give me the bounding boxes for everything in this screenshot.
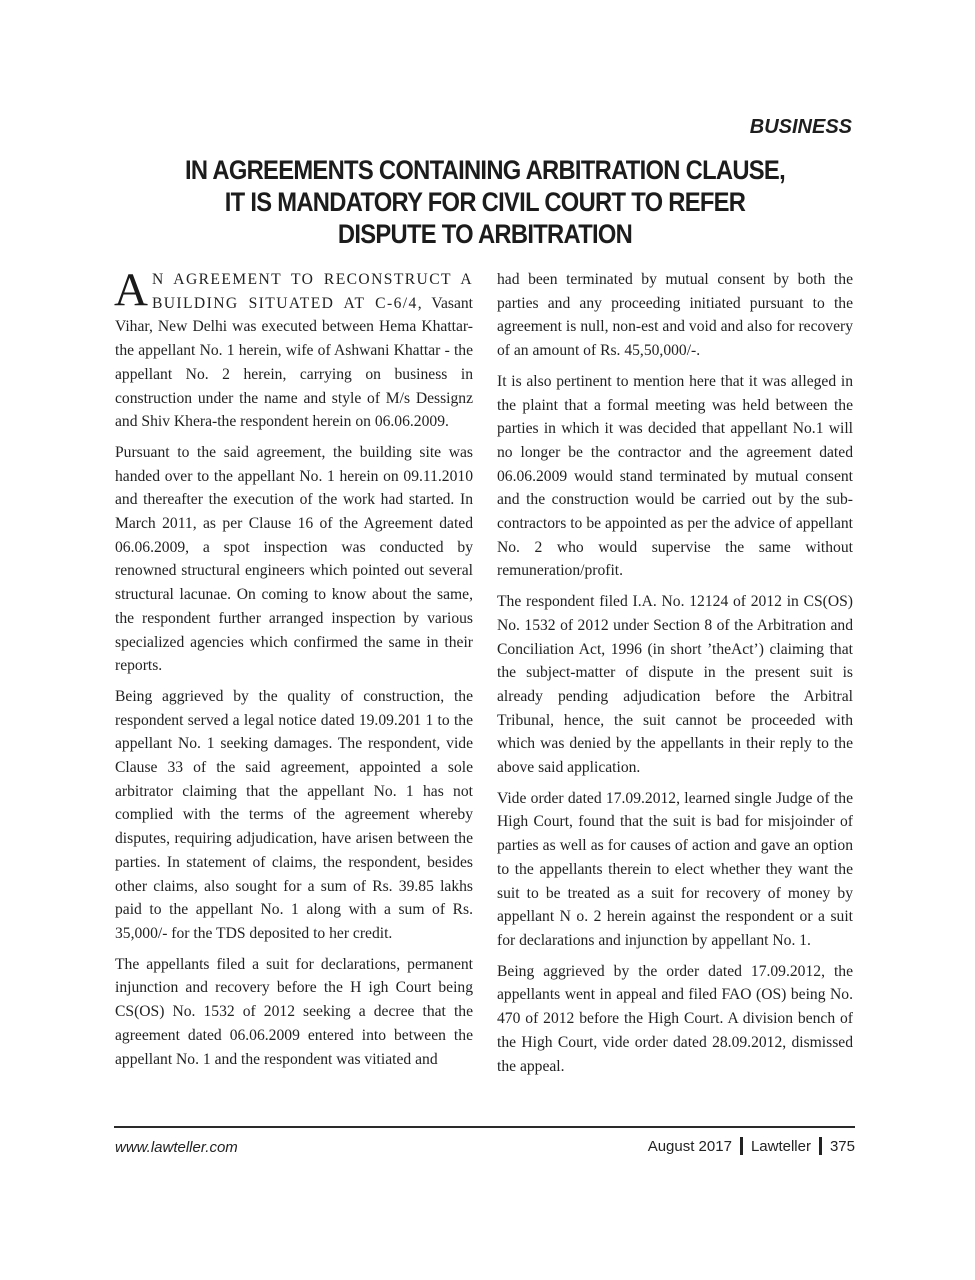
page-number: 375 — [829, 1137, 855, 1155]
paragraph-text: Vasant Vihar, New Delhi was executed between Hema Khattar-the appellant No. 1 herein, wife of Ashwani Khattar - the appellant No. 2 herein, carrying on business in construction under the name and style of M/s Dessignz and Shiv Khera-the respondent herein on 06.06.2009. — [115, 294, 473, 431]
issue-date: August 2017 — [647, 1137, 732, 1155]
paragraph: had been terminated by mutual consent by both the parties and any proceeding initiated pursuant to the agreement is null, non-est and void and also for recovery of an amount of Rs. 45,50,000/-. — [497, 271, 853, 360]
article-column-left — [114, 264, 473, 1078]
article-title — [100, 154, 870, 250]
footer-divider — [114, 1126, 855, 1128]
website-link[interactable]: www.lawteller.com — [115, 1139, 238, 1156]
paragraph: It is also pertinent to mention here that it was alleged in the plaint that a formal meeting was held between the parties in which it was decided that appellant No.1 will no longer be the contractor and the agreement dated 06.06.2009 would stand terminated by mutual consent and the construction would be carried out by the sub-contractors to be appointed as per the advice of appellant No. 2 who would supervise the same without remuneration/profit. — [497, 372, 853, 580]
article-column-right — [497, 268, 853, 1085]
paragraph: The appellants filed a suit for declarations, permanent injunction and recovery before the H igh Court being CS(OS) No. 1532 of 2012 seeking a decree that the agreement dated 06.06.2009 entered into between the appellant No. 1 and the respondent was vitiated and — [115, 955, 473, 1068]
title-line-1: IN AGREEMENTS CONTAINING ARBITRATION CLAUSE, — [185, 155, 785, 185]
title-line-2: IT IS MANDATORY FOR CIVIL COURT TO REFER — [224, 187, 746, 217]
title-line-3: DISPUTE TO ARBITRATION — [337, 219, 633, 249]
paragraph: Being aggrieved by the quality of construction, the respondent served a legal notice dated 19.09.201 1 to the appellant No. 1 seeking damages. The respondent, vide Clause 33 of the said agreement, appointed a sole arbitrator claiming that the appellant No. 1 has not complied with the terms of the agreement whereby disputes, requiring adjudication, have arisen between the parties. In statement of claims, the respondent, besides other claims, also sought for a sum of Rs. 39.85 lakhs paid to the appellant No. 1 along with a sum of Rs. 35,000/- for the TDS deposited to her credit. — [115, 687, 473, 942]
footer-separator — [819, 1137, 822, 1155]
lead-in-caps: N AGREEMENT TO RECONSTRUCT A BUILDING SITUATED AT C-6/4, — [151, 271, 473, 312]
publication-name: Lawteller — [750, 1137, 811, 1155]
paragraph: Vide order dated 17.09.2012, learned single Judge of the High Court, found that the suit is bad for misjoinder of parties as well as for causes of action and gave an option to the appellants therein to elect whether they want the suit to be treated as a suit for recovery of money by appellant N o. 2 herein against the respondent or a suit for declarations and injunction by appellant No. 1. — [497, 789, 853, 949]
paragraph: Pursuant to the said agreement, the building site was handed over to the appellant No. 1 herein on 09.11.2010 and thereafter the execution of the work had started. In March 2011, as per Clause 16 of the Agreement dated 06.06.2009, a spot inspection was conducted by renowned structural engineers which pointed out several structural lacunae. On coming to know about the same, the respondent further arranged inspection by various specialized agencies which confirmed the same in their reports. — [115, 443, 473, 675]
footer-info — [648, 1137, 855, 1155]
paragraph — [114, 264, 473, 434]
drop-cap: A — [114, 264, 148, 316]
paragraph: The respondent filed I.A. No. 12124 of 2012 in CS(OS) No. 1532 of 2012 under Section 8 of the Arbitration and Conciliation Act, 1996 (in short ’theAct’) claiming that the subject-matter of dispute in the present suit is already pending adjudication before the Arbitral Tribunal, hence, the suit cannot be proceeded with which was denied by the appellants in their reply to the above said application. — [497, 593, 853, 777]
footer-separator — [740, 1137, 743, 1155]
paragraph: Being aggrieved by the order dated 17.09.2012, the appellants went in appeal and filed FAO (OS) being No. 470 of 2012 before the High Court. A division bench of the High Court, vide order dated 28.09.2012, dismissed the appeal. — [497, 962, 853, 1075]
section-label: BUSINESS — [749, 116, 852, 138]
